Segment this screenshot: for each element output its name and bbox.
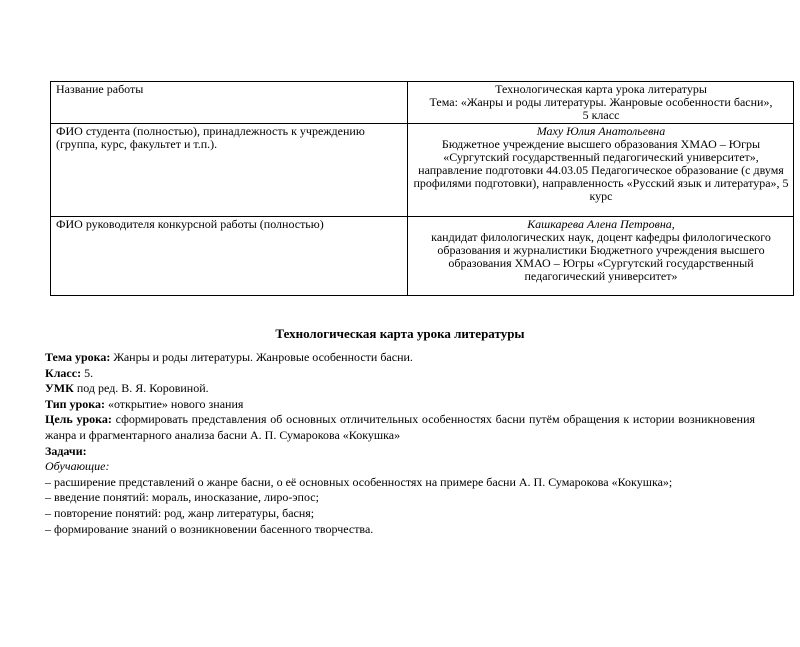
tasks-label: Задачи: [45, 443, 87, 458]
task-item-1-text: – расширение представлений о жанре басни, о её основных особенностях на примере басни А. П. Сумарокова «Кокушка»; [45, 474, 673, 489]
lesson-topic-label: Тема урока: [45, 350, 111, 364]
lesson-goal-value: сформировать представления об основных отличительных особенностях басни путём обращения к истории возникновения жанра и фрагментарного анализа басни А. П. Сумарокова «Кокушка» [45, 412, 756, 442]
document-page [0, 81, 800, 647]
work-title-line-2: Тема: «Жанры и роды литературы. Жанровые особенности басни», [429, 95, 773, 109]
table-row-supervisor [51, 217, 794, 296]
lesson-topic-value: Жанры и роды литературы. Жанровые особенности басни. [110, 350, 413, 364]
student-affiliation: Бюджетное учреждение высшего образования ХМАО – Югры «Сургутский государственный педагогический университет», направление подготовки 44.03.05 Педагогическое образование (с двумя профилями подготовки), направленность «Русский язык и литература», 5 курс [413, 137, 789, 203]
cell-value-work-title [408, 82, 794, 124]
lesson-goal-label: Цель урока: [45, 412, 112, 427]
paragraph-lesson-goal [45, 412, 755, 443]
class-label: Класс: [45, 365, 82, 380]
task-item-2-text: – введение понятий: мораль, иносказание, лиро-эпос; [45, 490, 319, 505]
paragraph-class [45, 366, 755, 382]
educational-label: Обучающие: [45, 459, 110, 474]
paragraph-lesson-type [45, 397, 755, 413]
task-item-4-text: – формирование знаний о возникновении басенного творчества. [45, 521, 374, 536]
work-title-line-3: 5 класс [582, 108, 620, 122]
cell-label-student: ФИО студента (полностью), принадлежность к учреждению (группа, курс, факультет и т.п.). [51, 124, 408, 217]
umk-label: УМК [45, 381, 74, 396]
document-body [45, 350, 755, 537]
umk-value: под ред. В. Я. Коровиной. [73, 381, 209, 396]
cell-label-supervisor: ФИО руководителя конкурсной работы (полностью) [51, 217, 408, 296]
task-item-3 [45, 506, 755, 522]
class-value: 5. [81, 365, 94, 380]
task-item-2 [45, 490, 755, 506]
task-item-3-text: – повторение понятий: род, жанр литературы, басня; [45, 505, 315, 520]
task-item-4 [45, 522, 755, 538]
info-table [50, 81, 794, 296]
paragraph-tasks [45, 444, 755, 460]
paragraph-educational [45, 459, 755, 475]
table-row-work-title [51, 82, 794, 124]
cell-value-student [408, 124, 794, 217]
lesson-type-value: «открытие» нового знания [104, 396, 244, 411]
student-name: Маху Юлия Анатольевна [536, 124, 666, 138]
task-item-1 [45, 475, 755, 491]
work-title-line-1: Технологическая карта урока литературы [495, 82, 707, 96]
cell-label-work-title: Название работы [51, 82, 408, 124]
supervisor-name: Кашкарева Алена Петровна, [527, 217, 675, 231]
lesson-type-label: Тип урока: [45, 396, 105, 411]
cell-value-supervisor [408, 217, 794, 296]
paragraph-lesson-topic [45, 350, 755, 366]
document-title: Технологическая карта урока литературы [275, 326, 525, 341]
supervisor-credentials: кандидат филологических наук, доцент кафедры филологического образования и журналистики Бюджетного учреждения высшего образования ХМАО – Югры «Сургутский государственный педагогический университет» [431, 230, 771, 283]
paragraph-umk [45, 381, 755, 397]
table-row-student [51, 124, 794, 217]
